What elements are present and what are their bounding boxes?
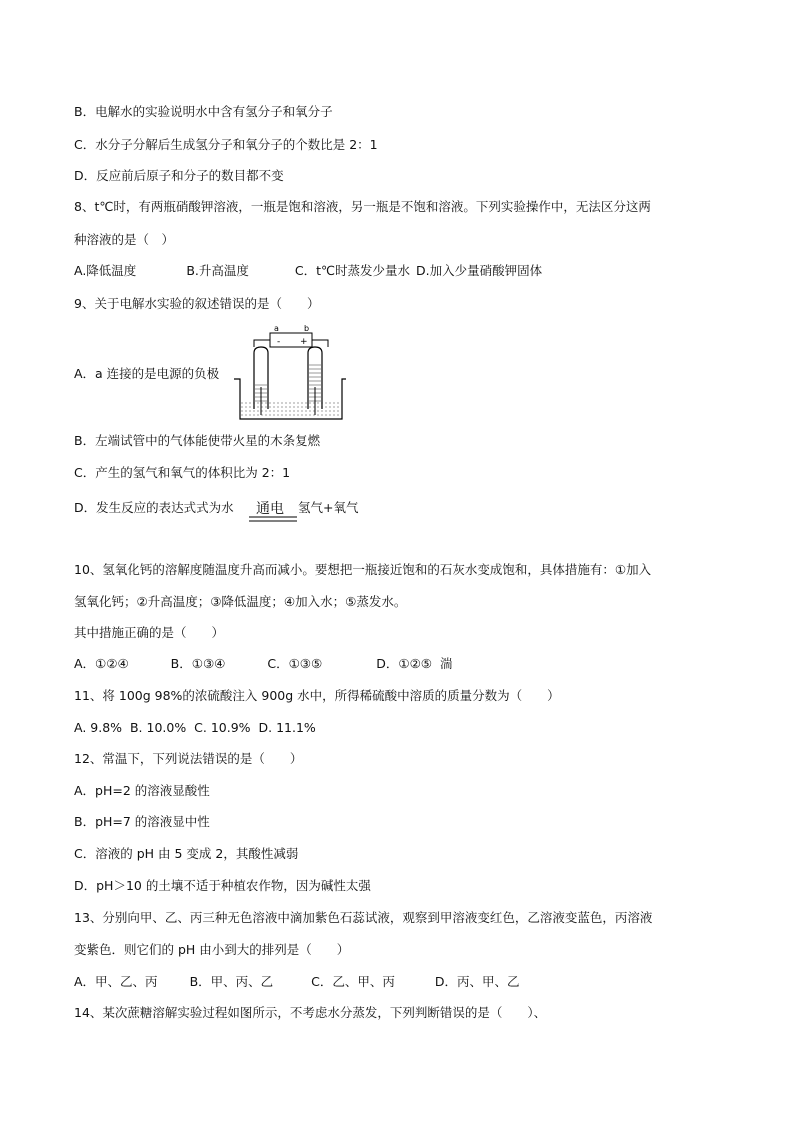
- q9-option-c: C．产生的氢气和氧气的体积比为 2：1: [74, 465, 291, 480]
- q13-option-b: B．甲、丙、乙: [189, 974, 274, 989]
- q9-option-d: D．发生反应的表达式式为水: [74, 500, 234, 515]
- q10-option-a: A．①②④: [74, 656, 129, 671]
- electrolysis-apparatus: [232, 323, 348, 423]
- q10-option-c: C．①③⑤: [267, 656, 323, 671]
- q10-stem-line1: 10、氢氧化钙的溶解度随温度升高而减小。要想把一瓶接近饱和的石灰水变成饱和，具体措施有：①加入: [74, 562, 652, 577]
- q14-stem: 14、某次蔗糖溶解实验过程如图所示，不考虑水分蒸发，下列判断错误的是（ ）、: [74, 1005, 547, 1020]
- wire-right: [312, 340, 328, 347]
- q12-option-a: A．pH=2 的溶液显酸性: [74, 783, 210, 798]
- q7-option-b: B．电解水的实验说明水中含有氢分子和氧分子: [74, 104, 333, 119]
- q8-option-d: D.加入少量硝酸钾固体: [416, 263, 543, 278]
- q8-option-b: B.升高温度: [186, 263, 249, 278]
- q10-stray-char: 湍: [439, 656, 453, 671]
- terminal-sign-left: -: [277, 337, 281, 347]
- q7-option-d: D．反应前后原子和分子的数目都不变: [74, 168, 284, 183]
- q7-option-c: C．水分子分解后生成氢分子和氧分子的个数比是 2：1: [74, 137, 378, 152]
- electrode-label-a: a: [274, 324, 279, 333]
- q12-option-d: D．pH＞10 的土壤不适于种植农作物，因为碱性太强: [74, 878, 371, 893]
- q8-option-a: A.降低温度: [74, 263, 137, 278]
- q13-option-a: A．甲、乙、丙: [74, 974, 158, 989]
- q8-option-c: C．t℃时蒸发少量水: [294, 263, 411, 278]
- q12-option-c: C．溶液的 pH 由 5 变成 2，其酸性减弱: [74, 846, 299, 861]
- q9-option-b: B．左端试管中的气体能使带火星的木条复燃: [74, 433, 321, 448]
- water-trough: [234, 379, 346, 419]
- q13-option-d: D．丙、甲、乙: [434, 974, 520, 989]
- q8-options: [74, 262, 542, 280]
- q13-options: [74, 973, 520, 991]
- terminal-sign-right: +: [300, 337, 308, 347]
- q8-stem-line1: 8、t℃时，有两瓶硝酸钾溶液，一瓶是饱和溶液，另一瓶是不饱和溶液。下列实验操作中，无法区分这两: [74, 199, 651, 214]
- q10-options: [74, 655, 453, 673]
- q13-stem-line2: 变紫色．则它们的 pH 由小到大的排列是（ ）: [74, 942, 350, 957]
- reaction-condition-label: 通电: [256, 501, 284, 517]
- q12-option-b: B．pH=7 的溶液显中性: [74, 814, 210, 829]
- q8-stem-line2: 种溶液的是（ ）: [74, 232, 175, 247]
- q10-stem-line3: 其中措施正确的是（ ）: [74, 625, 225, 640]
- wire-left: [254, 340, 270, 347]
- q13-option-c: C．乙、甲、丙: [311, 974, 395, 989]
- q10-option-b: B．①③④: [170, 656, 226, 671]
- q11-stem: 11、将 100g 98%的浓硫酸注入 900g 水中，所得稀硫酸中溶质的质量分数为（ ）: [74, 688, 560, 703]
- q9-option-a: A．a 连接的是电源的负极: [74, 366, 220, 381]
- q13-stem-line1: 13、分别向甲、乙、丙三种无色溶液中滴加紫色石蕊试液，观察到甲溶液变红色，乙溶液变蓝色，丙溶液: [74, 910, 653, 925]
- q10-stem-line2: 氢氧化钙；②升高温度；③降低温度；④加入水；⑤蒸发水。: [74, 594, 407, 609]
- q11-options: A. 9.8% B. 10.0% C. 10.9% D. 11.1%: [74, 720, 316, 735]
- q9-stem: 9、关于电解水实验的叙述错误的是（ ）: [74, 296, 320, 311]
- trough-water: [241, 403, 341, 415]
- q12-stem: 12、常温下，下列说法错误的是（ ）: [74, 751, 303, 766]
- q10-option-d: D．①②⑤: [376, 656, 432, 671]
- electrode-label-b: b: [304, 324, 310, 333]
- q9-option-d-products: 氢气+氧气: [298, 500, 359, 515]
